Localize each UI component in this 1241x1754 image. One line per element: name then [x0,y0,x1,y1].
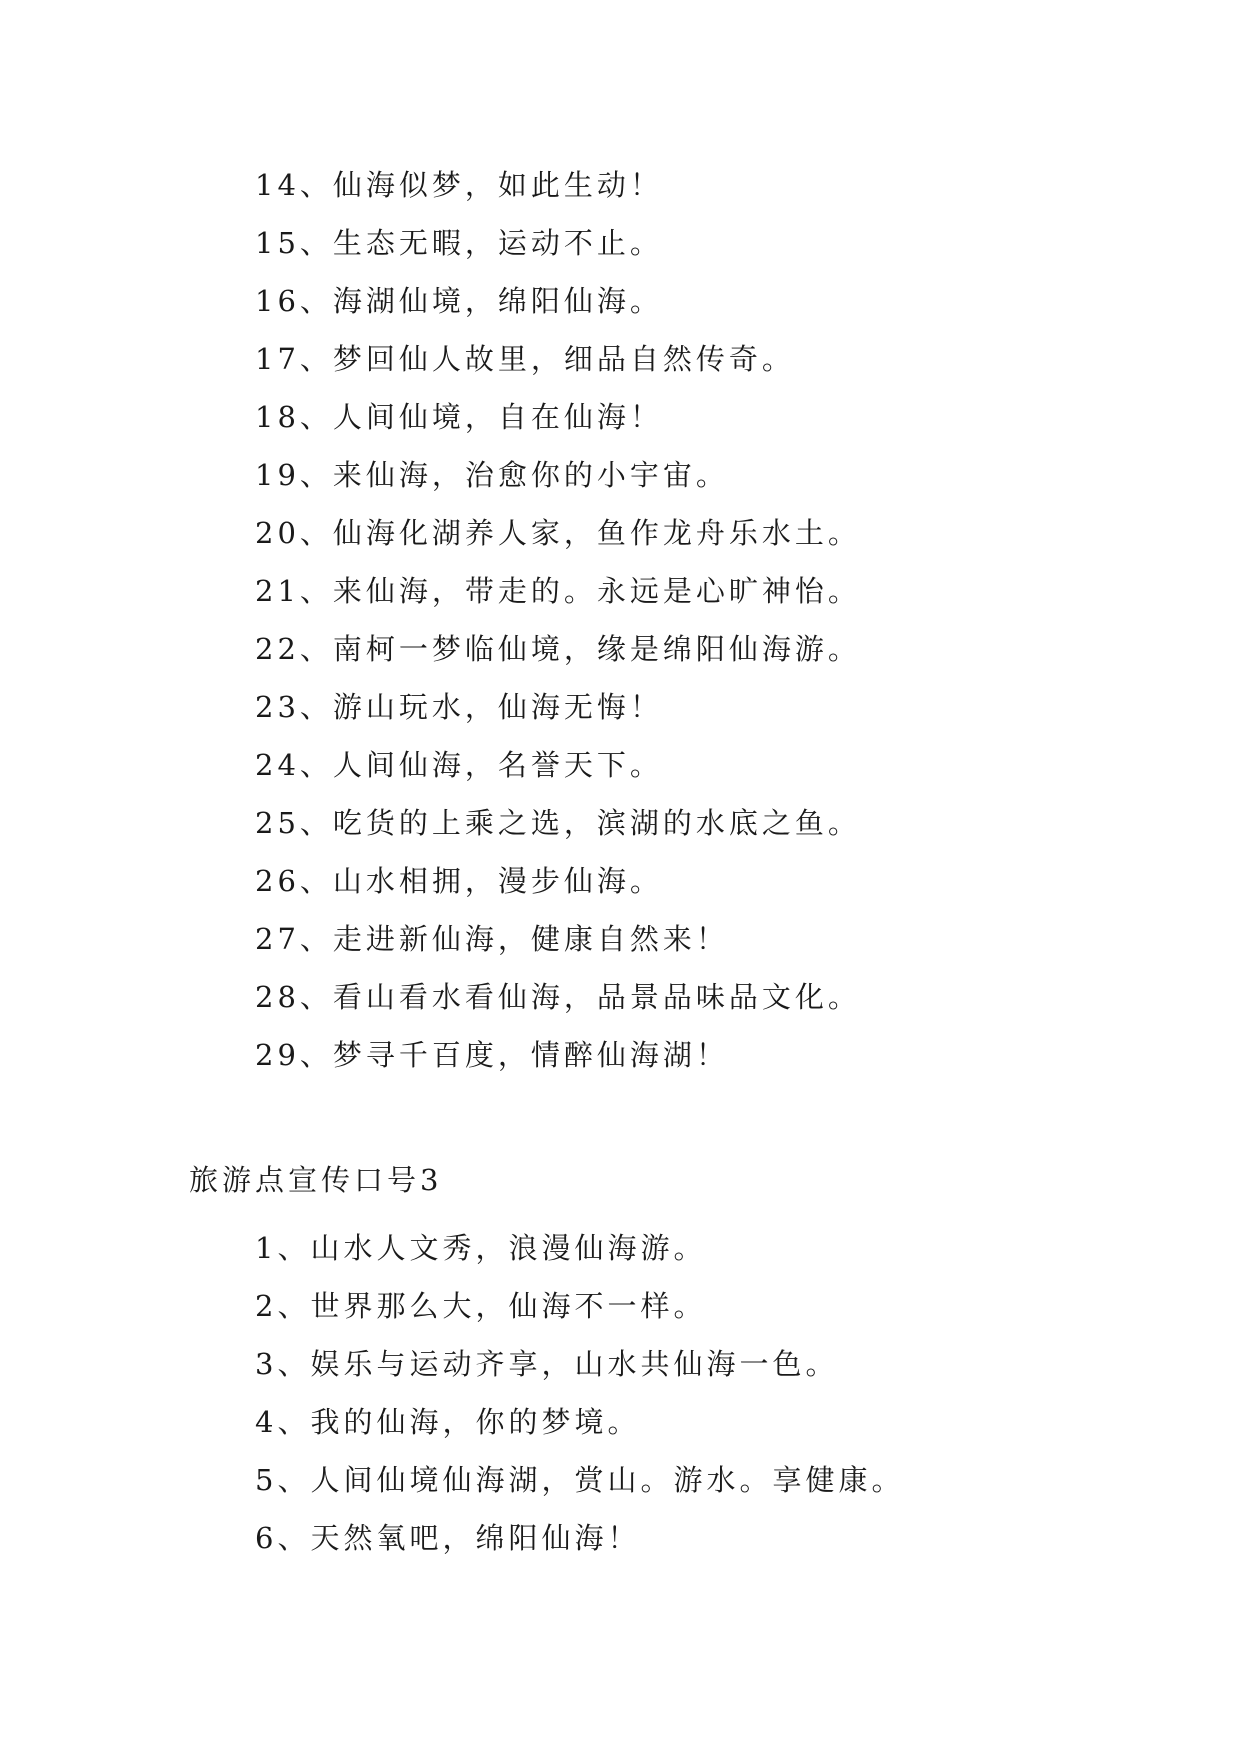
slogan-item: 25、吃货的上乘之选，滨湖的水底之鱼。 [255,806,861,840]
slogan-item: 28、看山看水看仙海，品景品味品文化。 [255,980,861,1014]
slogan-item: 19、来仙海，治愈你的小宇宙。 [255,458,729,492]
slogan-item: 2、世界那么大，仙海不一样。 [255,1289,707,1323]
slogan-item: 24、人间仙海，名誉天下。 [255,748,663,782]
slogan-item: 15、生态无暇，运动不止。 [255,226,663,260]
slogan-item: 16、海湖仙境，绵阳仙海。 [255,284,663,318]
section-heading: 旅游点宣传口号3 [189,1163,443,1197]
slogan-item: 6、天然氧吧，绵阳仙海！ [255,1521,641,1555]
slogan-item: 27、走进新仙海，健康自然来！ [255,922,729,956]
slogan-item: 29、梦寻千百度，情醉仙海湖！ [255,1038,729,1072]
slogan-item: 14、仙海似梦，如此生动！ [255,168,663,202]
slogan-item: 23、游山玩水，仙海无悔！ [255,690,663,724]
slogan-item: 17、梦回仙人故里，细品自然传奇。 [255,342,795,376]
slogan-item: 5、人间仙境仙海湖，赏山。游水。享健康。 [255,1463,905,1497]
slogan-item: 4、我的仙海，你的梦境。 [255,1405,641,1439]
slogan-item: 18、人间仙境，自在仙海！ [255,400,663,434]
slogan-list-continued [255,156,861,1084]
slogan-item: 26、山水相拥，漫步仙海。 [255,864,663,898]
slogan-item: 1、山水人文秀，浪漫仙海游。 [255,1231,707,1265]
slogan-item: 20、仙海化湖养人家，鱼作龙舟乐水土。 [255,516,861,550]
slogan-item: 22、南柯一梦临仙境，缘是绵阳仙海游。 [255,632,861,666]
slogan-item: 21、来仙海，带走的。永远是心旷神怡。 [255,574,861,608]
slogan-list [255,1219,904,1567]
slogan-item: 3、娱乐与运动齐享，山水共仙海一色。 [255,1347,839,1381]
